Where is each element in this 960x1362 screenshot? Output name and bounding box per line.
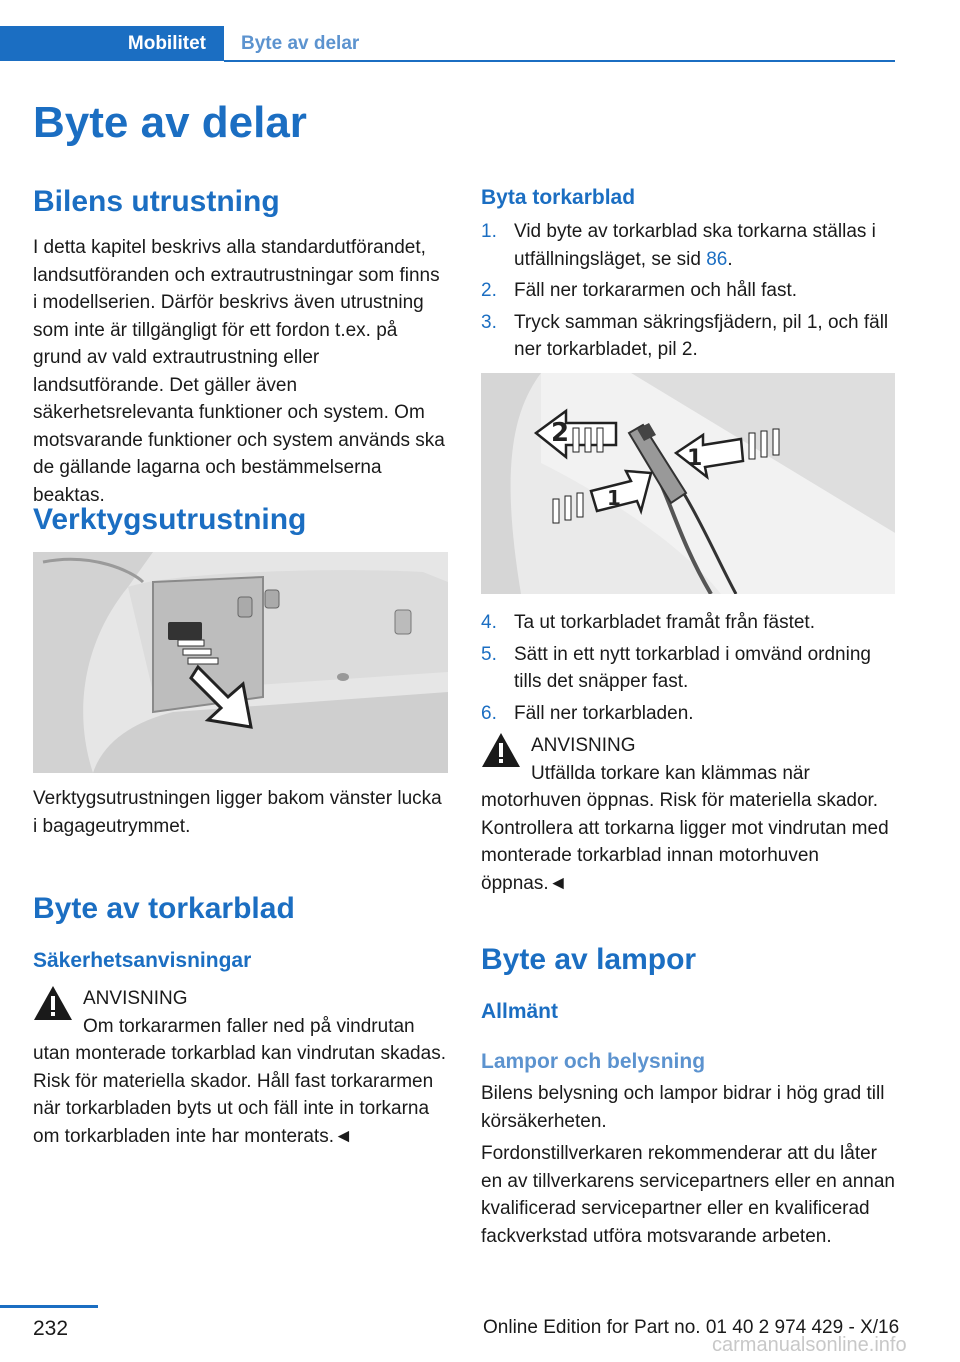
header-divider [224, 60, 895, 62]
step-number: 1. [481, 221, 497, 242]
warning-note-wiper-arm [33, 985, 448, 1145]
page-link-86[interactable]: 86 [706, 248, 728, 270]
section-title-byte-av-lampor: Byte av lampor [481, 943, 697, 976]
trunk-illustration [33, 552, 448, 773]
section-title-bilens-utrustning: Bilens utrustning [33, 185, 280, 218]
section-title-byte-av-torkarblad: Byte av torkarblad [33, 892, 295, 925]
step-text: Fäll ner torkarbladen. [514, 702, 694, 724]
section-body-bilens-utrustning: I detta kapitel beskrivs alla standardutförandet, landsutföranden och extrautrustningar som finns i modellserien. Därför beskrivs även utrustning som inte är tillgängligt för ett fordon t.ex. på grund av vald extrautrustning eller landsutförande. Det gäller även säkerhetsrelevanta funktioner och system. Om motsvarande funktioner och system används ska de gällande lagarna och bestämmelserna beaktas. [33, 237, 445, 506]
step-text: Vid byte av torkarblad ska torkarna ställas i utfällningsläget, se sid [514, 221, 876, 270]
subsection-title-lampor-och-belysning: Lampor och belysning [481, 1050, 706, 1073]
step-number: 2. [481, 280, 497, 301]
step-number: 5. [481, 643, 497, 665]
step-number: 3. [481, 311, 497, 333]
list-item-step-3 [481, 309, 895, 364]
list-item-step-5 [481, 641, 895, 696]
step-text: Ta ut torkarbladet framåt från fästet. [514, 612, 815, 633]
lamps-paragraph-1: Bilens belysning och lampor bidrar i hög grad till körsäkerheten. [481, 1083, 885, 1132]
edition-text: Online Edition for Part no. 01 40 2 974 429 - X/16 [483, 1317, 900, 1338]
tool-kit-caption: Verktygsutrustningen ligger bakom vänster lucka i bagageutrymmet. [33, 788, 442, 837]
lamps-paragraph-2: Fordonstillverkaren rekommenderar att du låter en av tillverkarens servicepartners eller en annan kvalificerad servicepartner eller en kvalificerad fackverkstad utföra motsvarande arbeten. [481, 1143, 895, 1247]
section-title-verktygsutrustning: Verktygsutrustning [33, 503, 307, 536]
step-number: 6. [481, 702, 497, 724]
step-text: Fäll ner torkararmen och håll fast. [514, 280, 798, 301]
list-item-step-6 [481, 700, 895, 728]
subsection-title-byta-torkarblad: Byta torkarblad [481, 186, 636, 209]
step-number: 4. [481, 612, 497, 633]
warning-text: Om torkararmen faller ned på vindrutan utan monterade torkarblad kan vindrutan skadas. Risk för materiella skador. Håll fast torkararmen när torkarbladen byts ut och fäll inte in torkarna om torkarbladen inte har monterats.◄ [33, 1015, 446, 1147]
page-header [0, 0, 960, 62]
warning-text: Utfällda torkare kan klämmas när motorhuven öppnas. Risk för materiella skador. Kontrollera att torkarna ligger mot vindrutan med monterade torkarblad innan motorhuven öppnas.◄ [481, 762, 889, 894]
subsection-title-allmant: Allmänt [481, 1000, 559, 1023]
list-item-step-1 [481, 218, 895, 273]
step-text: Tryck samman säkringsfjädern, pil 1, och fäll ner torkarbladet, pil 2. [514, 311, 889, 360]
page-title: Byte av delar [33, 98, 307, 147]
arrow-label-2: 2 [551, 418, 570, 448]
wiper-illustration [481, 373, 895, 594]
list-item-step-2 [481, 277, 895, 305]
arrow-label-1-lower: 1 [607, 486, 621, 510]
subsection-title-sakerhetsanvisningar: Säkerhetsanvisningar [33, 949, 252, 972]
watermark: carmanualsonline.info [712, 1334, 907, 1356]
warning-note-hood [481, 732, 895, 892]
list-item-step-4 [481, 609, 895, 637]
footer-divider [0, 1305, 98, 1308]
step-text: Sätt in ett nytt torkarblad i omvänd ordning tills det snäpper fast. [514, 643, 871, 692]
step-text-end: . [727, 248, 733, 270]
wiper-steps-list-b [481, 609, 895, 731]
arrow-label-1: 1 [687, 446, 703, 471]
wiper-steps-list-a [481, 218, 895, 368]
wiper-blade-figure [481, 373, 895, 594]
tab-mobilitet[interactable]: Mobilitet [0, 26, 224, 61]
warning-title: ANVISNING [83, 988, 188, 1009]
warning-title: ANVISNING [531, 735, 636, 756]
trunk-tool-kit-figure [33, 552, 448, 773]
tab-byte-av-delar[interactable]: Byte av delar [241, 33, 360, 54]
page-number: 232 [33, 1317, 69, 1340]
